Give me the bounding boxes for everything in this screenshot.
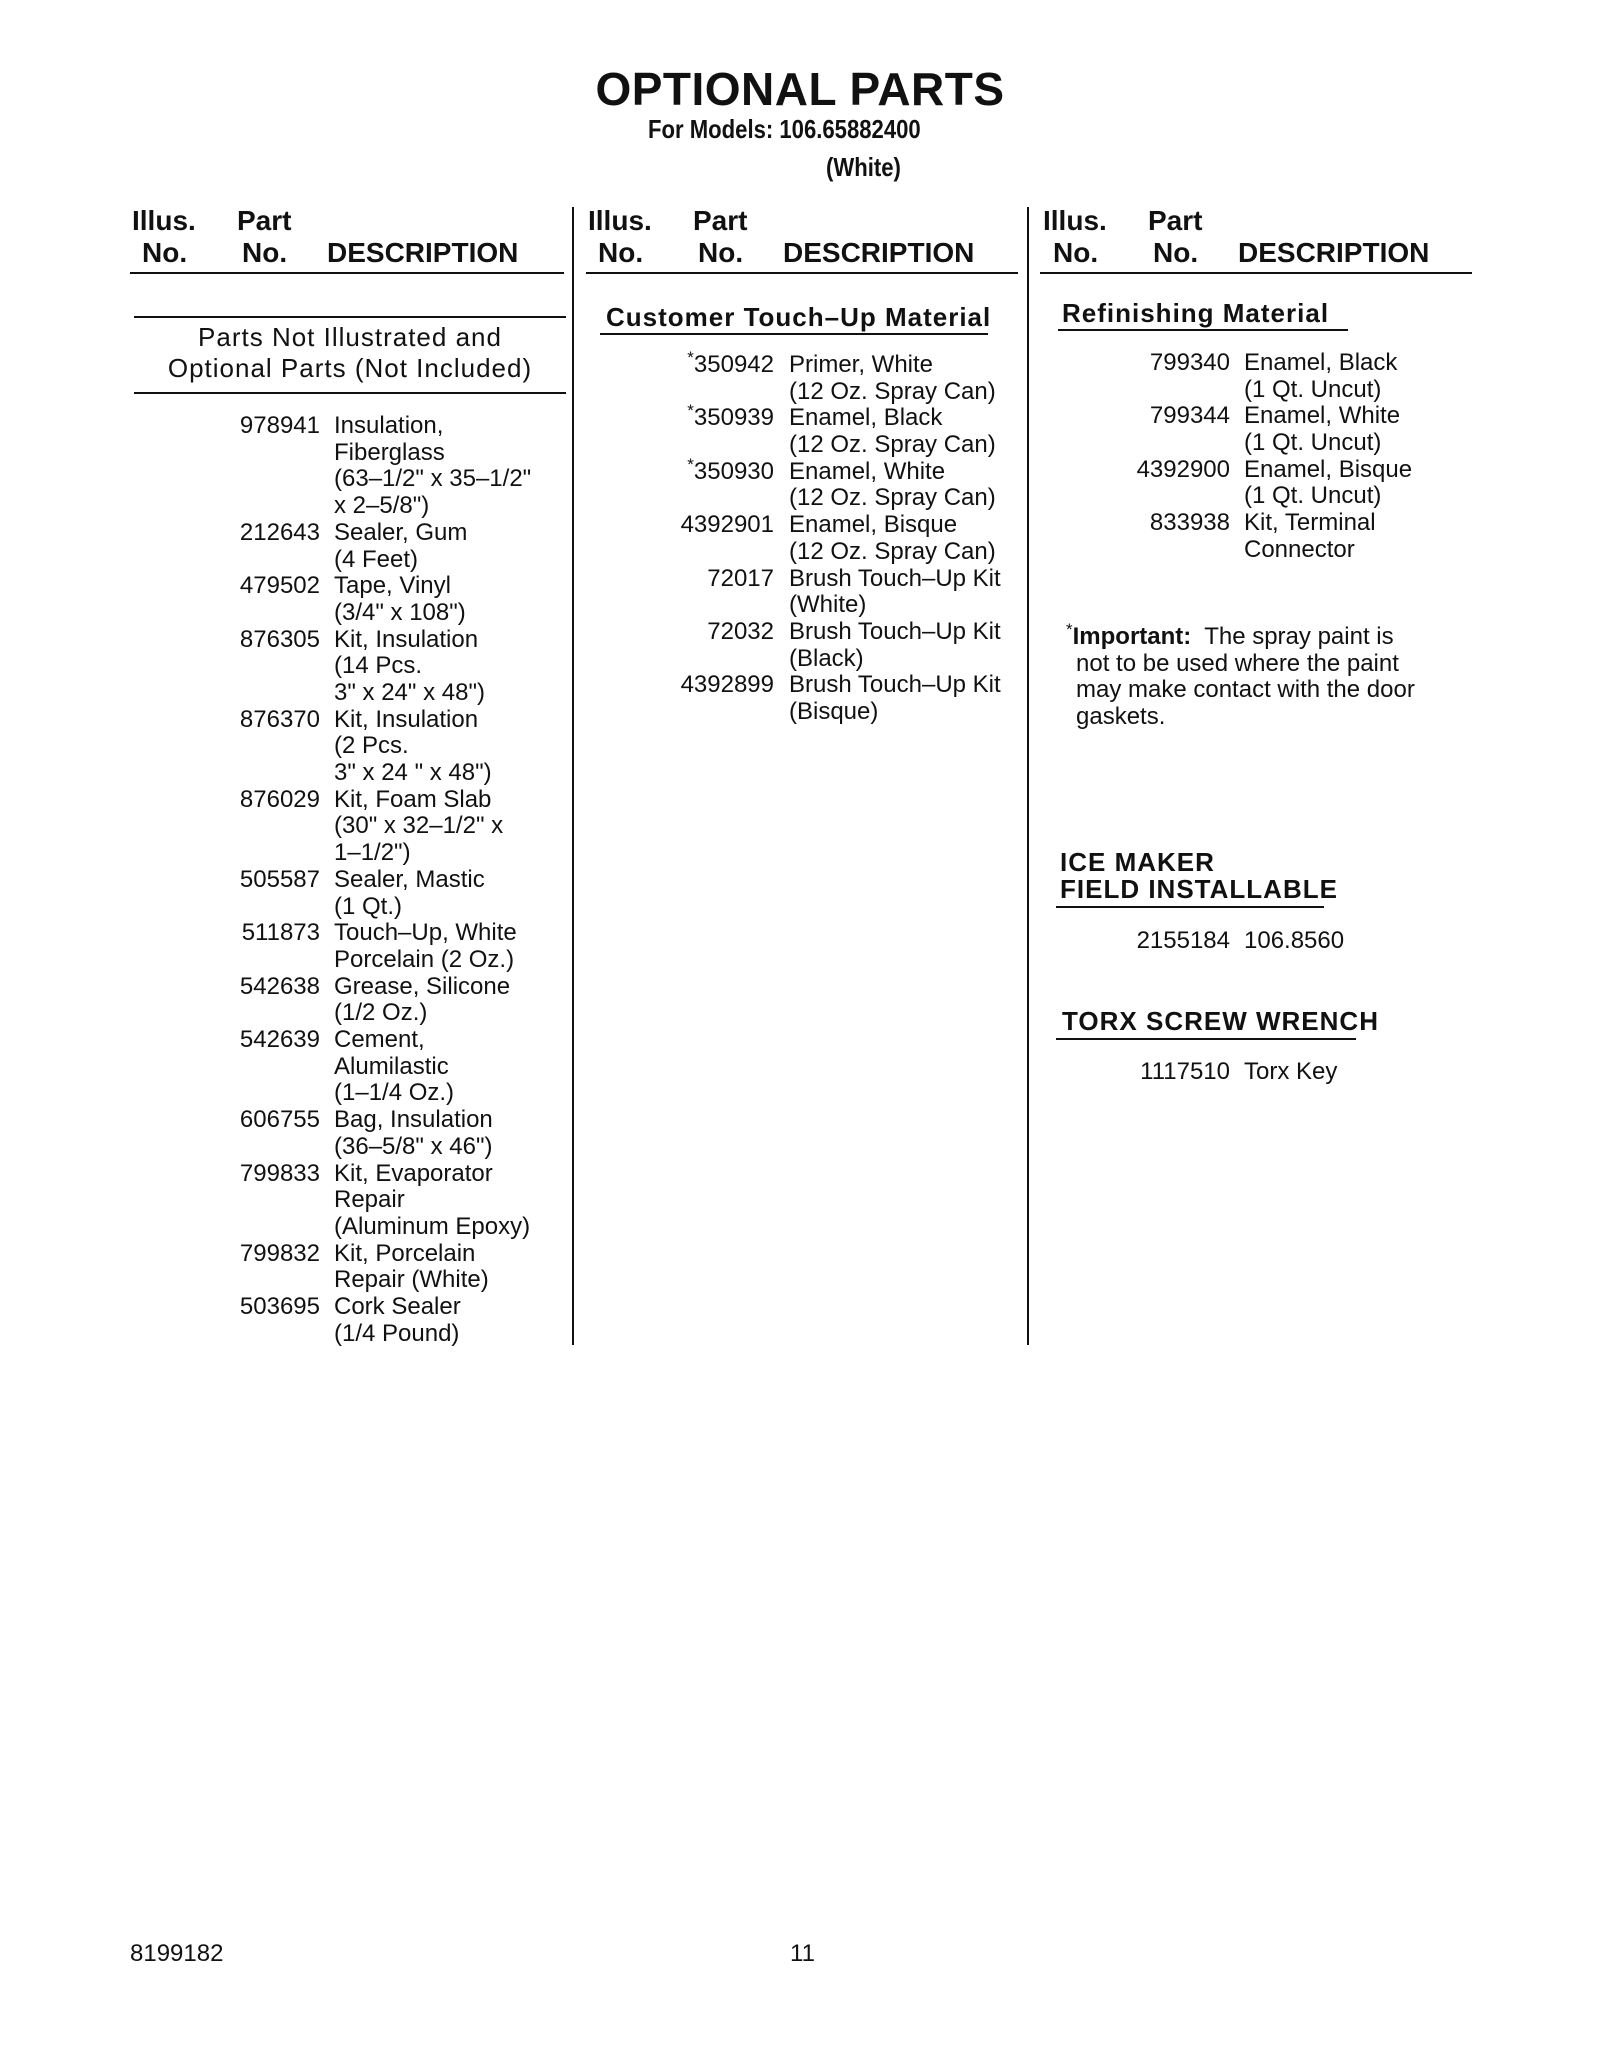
asterisk-marker: * bbox=[687, 348, 694, 367]
part-description: 106.8560 bbox=[1244, 927, 1345, 954]
part-row bbox=[0, 672, 1030, 725]
part-description bbox=[1244, 350, 1397, 403]
part-number: 833938 bbox=[1149, 509, 1230, 537]
description-line: (12 Oz. Spray Can) bbox=[789, 377, 996, 405]
description-line: (1 Qt.) bbox=[334, 892, 403, 920]
part-number: 505587 bbox=[239, 865, 320, 893]
part-description bbox=[334, 1161, 530, 1241]
part-number: 542638 bbox=[239, 972, 320, 1000]
header-illus: Illus. bbox=[1043, 205, 1107, 236]
header-rule bbox=[130, 272, 564, 274]
part-row bbox=[0, 454, 1480, 510]
part-description: Torx Key bbox=[1244, 1058, 1338, 1085]
part-row bbox=[0, 403, 1480, 456]
description-line: (Aluminum Epoxy) bbox=[334, 1212, 531, 1240]
part-number: 4392900 bbox=[1136, 455, 1230, 483]
description-line: Brush Touch–Up Kit bbox=[789, 617, 1001, 645]
description-line: Cork Sealer bbox=[334, 1293, 461, 1320]
part-row bbox=[0, 1241, 570, 1294]
part-description bbox=[789, 619, 1001, 672]
description-line: (3/4" x 108") bbox=[334, 598, 466, 626]
column-2-header bbox=[588, 205, 1018, 271]
description-line: Tape, Vinyl bbox=[334, 572, 451, 600]
note-label: Important: bbox=[1072, 623, 1192, 650]
page-title: OPTIONAL PARTS bbox=[595, 63, 1005, 115]
part-row bbox=[0, 619, 1030, 672]
header-part: Part bbox=[693, 205, 748, 236]
part-number: 503695 bbox=[239, 1293, 320, 1320]
description-line: Kit, Insulation bbox=[334, 625, 479, 653]
description-line: (1 Qt. Uncut) bbox=[1244, 375, 1382, 403]
header-description: DESCRIPTION bbox=[783, 237, 975, 268]
description-line: (2 Pcs. bbox=[334, 732, 409, 760]
description-line: Repair bbox=[334, 1186, 405, 1214]
column-3-header bbox=[1043, 205, 1473, 271]
header-rule bbox=[1040, 272, 1472, 274]
description-line: (1–1/4 Oz.) bbox=[334, 1079, 455, 1107]
header-part: Part bbox=[237, 205, 292, 236]
part-row bbox=[0, 1107, 570, 1160]
description-line: (36–5/8" x 46") bbox=[334, 1132, 493, 1160]
asterisk-marker: * bbox=[687, 454, 694, 474]
ice-maker-row bbox=[0, 928, 1480, 955]
header-illus-no: No. bbox=[1053, 237, 1099, 268]
part-number: *350939 bbox=[687, 401, 774, 432]
header-illus-no: No. bbox=[142, 237, 188, 268]
column-1-header bbox=[132, 205, 562, 271]
ice-maker-title-1: ICE MAKER bbox=[1060, 847, 1215, 877]
description-line: Kit, Porcelain bbox=[334, 1239, 476, 1267]
header-illus: Illus. bbox=[588, 205, 652, 236]
description-line: 1–1/2") bbox=[334, 839, 411, 867]
note-asterisk: * bbox=[1066, 620, 1073, 639]
part-row bbox=[0, 510, 1480, 563]
description-line: Enamel, Black bbox=[1244, 349, 1398, 376]
part-number: 72032 bbox=[707, 617, 774, 645]
description-line: Bag, Insulation bbox=[334, 1106, 493, 1134]
header-illus: Illus. bbox=[132, 205, 196, 236]
part-number: 4392899 bbox=[680, 671, 774, 699]
description-line: x 2–5/8") bbox=[334, 492, 430, 520]
part-number: 4392901 bbox=[680, 511, 774, 539]
part-description bbox=[334, 1241, 489, 1294]
description-line: (1/2 Oz.) bbox=[334, 999, 428, 1027]
description-line: (Black) bbox=[789, 644, 864, 672]
description-line: 3" x 24 " x 48") bbox=[334, 759, 492, 787]
description-line: (Bisque) bbox=[789, 698, 879, 726]
part-description bbox=[334, 787, 503, 867]
header-illus-no: No. bbox=[598, 237, 644, 268]
part-number: 212643 bbox=[239, 518, 320, 546]
section-rule-top bbox=[134, 316, 566, 318]
part-description bbox=[1244, 403, 1400, 456]
description-line: (14 Pcs. bbox=[334, 652, 423, 680]
description-line: (1 Qt. Uncut) bbox=[1244, 482, 1382, 510]
description-line: (1 Qt. Uncut) bbox=[1244, 429, 1382, 457]
part-row bbox=[0, 566, 1030, 619]
part-number: 542639 bbox=[239, 1026, 320, 1054]
models-subtitle: For Models: 106.65882400 bbox=[648, 114, 921, 144]
part-description bbox=[789, 672, 1001, 725]
header-part-no: No. bbox=[242, 237, 288, 268]
description-line: Enamel, Black bbox=[789, 404, 943, 432]
part-number: 799832 bbox=[239, 1239, 320, 1267]
description-line: Touch–Up, White bbox=[334, 919, 517, 947]
description-line: Grease, Silicone bbox=[334, 972, 511, 1000]
page-number: 11 bbox=[790, 1940, 815, 1967]
part-number: 876305 bbox=[239, 625, 320, 653]
part-description bbox=[1244, 457, 1412, 510]
description-line: Brush Touch–Up Kit bbox=[789, 564, 1001, 592]
section-rule bbox=[1058, 329, 1348, 331]
section-title-line1: Parts Not Illustrated and bbox=[198, 322, 502, 352]
description-line: (4 Feet) bbox=[334, 545, 419, 573]
doc-number: 8199182 bbox=[130, 1940, 224, 1967]
note-line-3: may make contact with the door bbox=[1076, 676, 1415, 704]
part-number: 606755 bbox=[239, 1106, 320, 1134]
part-number: 2155184 bbox=[1136, 927, 1230, 954]
part-description bbox=[334, 1107, 493, 1160]
description-line: Enamel, Bisque bbox=[1244, 455, 1413, 483]
part-number: *350942 bbox=[687, 348, 774, 378]
description-line: Alumilastic bbox=[334, 1052, 449, 1080]
description-line: Enamel, White bbox=[789, 457, 946, 485]
part-description bbox=[334, 1294, 461, 1347]
torx-row bbox=[0, 1059, 1480, 1086]
description-line: (12 Oz. Spray Can) bbox=[789, 537, 996, 565]
part-number: 72017 bbox=[707, 564, 774, 592]
ice-maker-title-2: FIELD INSTALLABLE bbox=[1060, 874, 1338, 904]
asterisk-marker: * bbox=[687, 401, 694, 421]
note-line-4: gaskets. bbox=[1076, 703, 1166, 731]
part-row bbox=[0, 1294, 570, 1347]
header-rule bbox=[586, 272, 1018, 274]
description-line: 3" x 24" x 48") bbox=[334, 678, 485, 706]
part-number: *350930 bbox=[687, 454, 774, 485]
section-title: Refinishing Material bbox=[1062, 298, 1330, 328]
note-line-1: The spray paint is bbox=[1204, 623, 1394, 650]
important-note bbox=[1066, 620, 1466, 731]
part-number: 876029 bbox=[239, 785, 320, 813]
description-line: Primer, White bbox=[789, 351, 934, 378]
part-number: 799833 bbox=[239, 1159, 320, 1187]
description-line: (12 Oz. Spray Can) bbox=[789, 484, 996, 512]
description-line: Kit, Evaporator bbox=[334, 1159, 493, 1187]
description-line: Kit, Foam Slab bbox=[334, 785, 492, 813]
part-row bbox=[0, 1161, 570, 1241]
header-part-no: No. bbox=[1153, 237, 1199, 268]
section-rule bbox=[1056, 906, 1324, 908]
part-number: 1117510 bbox=[1140, 1058, 1230, 1085]
section-rule bbox=[1056, 1038, 1356, 1040]
note-line-2: not to be used where the paint bbox=[1076, 649, 1399, 677]
part-description bbox=[334, 974, 510, 1027]
part-number: 511873 bbox=[241, 919, 320, 947]
part-number: 799344 bbox=[1149, 402, 1230, 430]
part-number: 978941 bbox=[239, 412, 320, 439]
description-line: (30" x 32–1/2" x bbox=[334, 812, 504, 840]
description-line: (63–1/2" x 35–1/2" bbox=[334, 465, 532, 493]
part-description bbox=[1244, 510, 1376, 563]
description-line: Repair (White) bbox=[334, 1266, 489, 1294]
description-line: Cement, bbox=[334, 1026, 425, 1054]
part-number: 799340 bbox=[1149, 349, 1230, 376]
section-rule bbox=[600, 333, 988, 335]
part-row bbox=[0, 350, 1480, 403]
header-description: DESCRIPTION bbox=[327, 237, 519, 268]
header-part: Part bbox=[1148, 205, 1203, 236]
part-number: 876370 bbox=[239, 705, 320, 733]
description-line: Fiberglass bbox=[334, 438, 445, 466]
description-line: (White) bbox=[789, 591, 867, 619]
parts-list-3 bbox=[0, 350, 1480, 564]
part-row bbox=[0, 787, 570, 867]
description-line: (1/4 Pound) bbox=[334, 1319, 460, 1347]
section-title-line2: Optional Parts (Not Included) bbox=[167, 353, 533, 383]
description-line: (12 Oz. Spray Can) bbox=[789, 431, 996, 459]
part-description bbox=[334, 867, 485, 920]
description-line: Kit, Terminal bbox=[1244, 509, 1376, 537]
part-description bbox=[789, 566, 1001, 619]
description-line: Connector bbox=[1244, 535, 1355, 563]
description-line: Porcelain (2 Oz.) bbox=[334, 945, 515, 973]
description-line: Enamel, White bbox=[1244, 402, 1401, 430]
description-line: Insulation, bbox=[334, 412, 444, 439]
color-label: (White) bbox=[826, 152, 901, 182]
description-line: Enamel, Bisque bbox=[789, 511, 958, 539]
part-row bbox=[0, 974, 570, 1027]
description-line: Sealer, Mastic bbox=[334, 865, 485, 893]
section-title: Customer Touch–Up Material bbox=[606, 302, 992, 332]
part-number: 479502 bbox=[239, 572, 320, 600]
description-line: Kit, Insulation bbox=[334, 705, 479, 733]
part-row bbox=[0, 867, 570, 920]
header-part-no: No. bbox=[698, 237, 744, 268]
description-line: Brush Touch–Up Kit bbox=[789, 671, 1001, 699]
torx-title: TORX SCREW WRENCH bbox=[1062, 1006, 1379, 1036]
description-line: Sealer, Gum bbox=[334, 518, 468, 546]
header-description: DESCRIPTION bbox=[1238, 237, 1430, 268]
